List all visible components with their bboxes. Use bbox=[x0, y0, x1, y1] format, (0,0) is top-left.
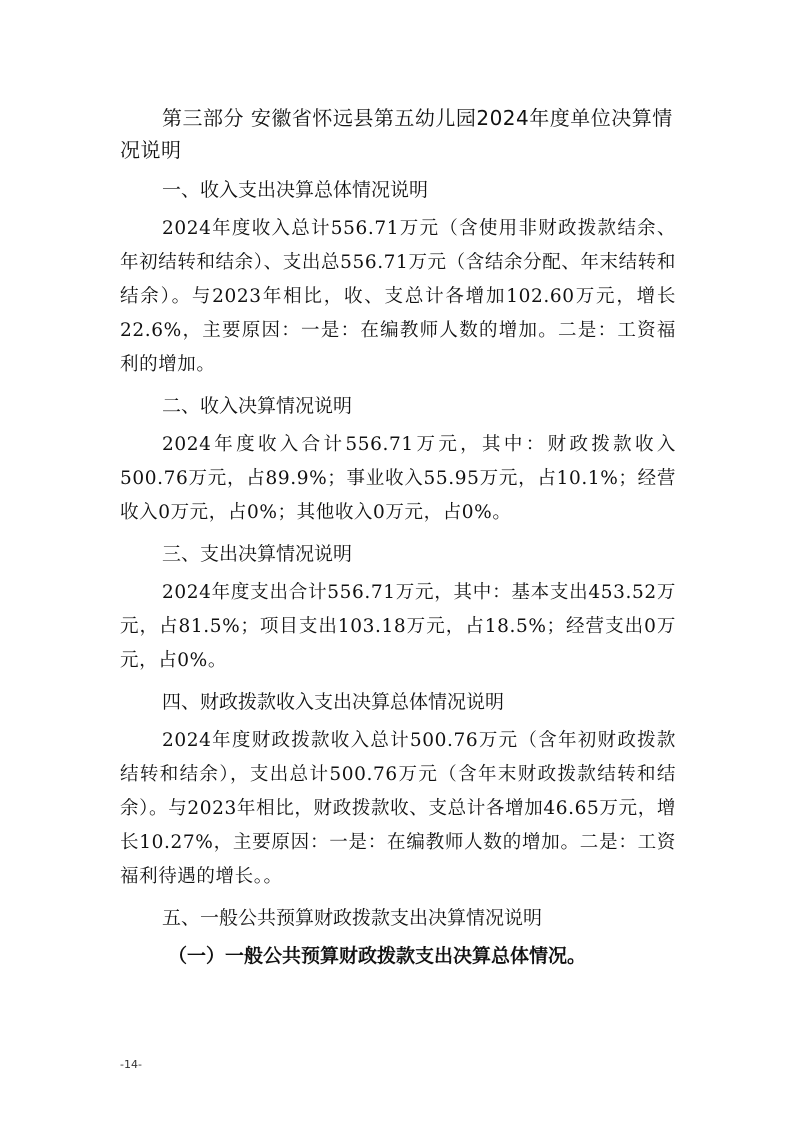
document-body bbox=[120, 102, 676, 978]
page-number: -14- bbox=[120, 1058, 142, 1071]
section-heading-4: 四、财政拨款收入支出决算总体情况说明 bbox=[162, 691, 505, 713]
section-heading-3: 三、支出决算情况说明 bbox=[162, 543, 353, 565]
subsection-heading: （一）一般公共预算财政拨款支出决算总体情况。 bbox=[168, 945, 587, 967]
section-paragraph-3: 2024年度支出合计556.71万元，其中：基本支出453.52万元，占81.5%；项目支出103.18万元，占18.5%；经营支出0万元，占0%。 bbox=[120, 582, 676, 671]
section-heading-5: 五、一般公共预算财政拨款支出决算情况说明 bbox=[162, 907, 543, 929]
section-paragraph-1: 2024年度收入总计556.71万元（含使用非财政拨款结余、年初结转和结余）、支出总556.71万元（含结余分配、年末结转和结余）。与2023年相比，收、支总计各增加102.60万元，增长22.6%，主要原因：一是：在编教师人数的增加。二是：工资福利的增加。 bbox=[120, 218, 676, 375]
section-paragraph-4: 2024年度财政拨款收入总计500.76万元（含年初财政拨款结转和结余），支出总计500.76万元（含年末财政拨款结转和结余）。与2023年相比，财政拨款收、支总计各增加46.65万元，增长10.27%，主要原因：一是：在编教师人数的增加。二是：工资福利待遇的增长。。 bbox=[120, 730, 676, 887]
section-paragraph-2: 2024年度收入合计556.71万元，其中：财政拨款收入500.76万元，占89.9%；事业收入55.95万元，占10.1%；经营收入0万元，占0%；其他收入0万元，占0%。 bbox=[120, 434, 676, 523]
section-heading-2: 二、收入决算情况说明 bbox=[162, 395, 353, 417]
document-title: 第三部分 安徽省怀远县第五幼儿园2024年度单位决算情况说明 bbox=[120, 106, 673, 162]
section-heading-1: 一、收入支出决算总体情况说明 bbox=[162, 179, 429, 201]
